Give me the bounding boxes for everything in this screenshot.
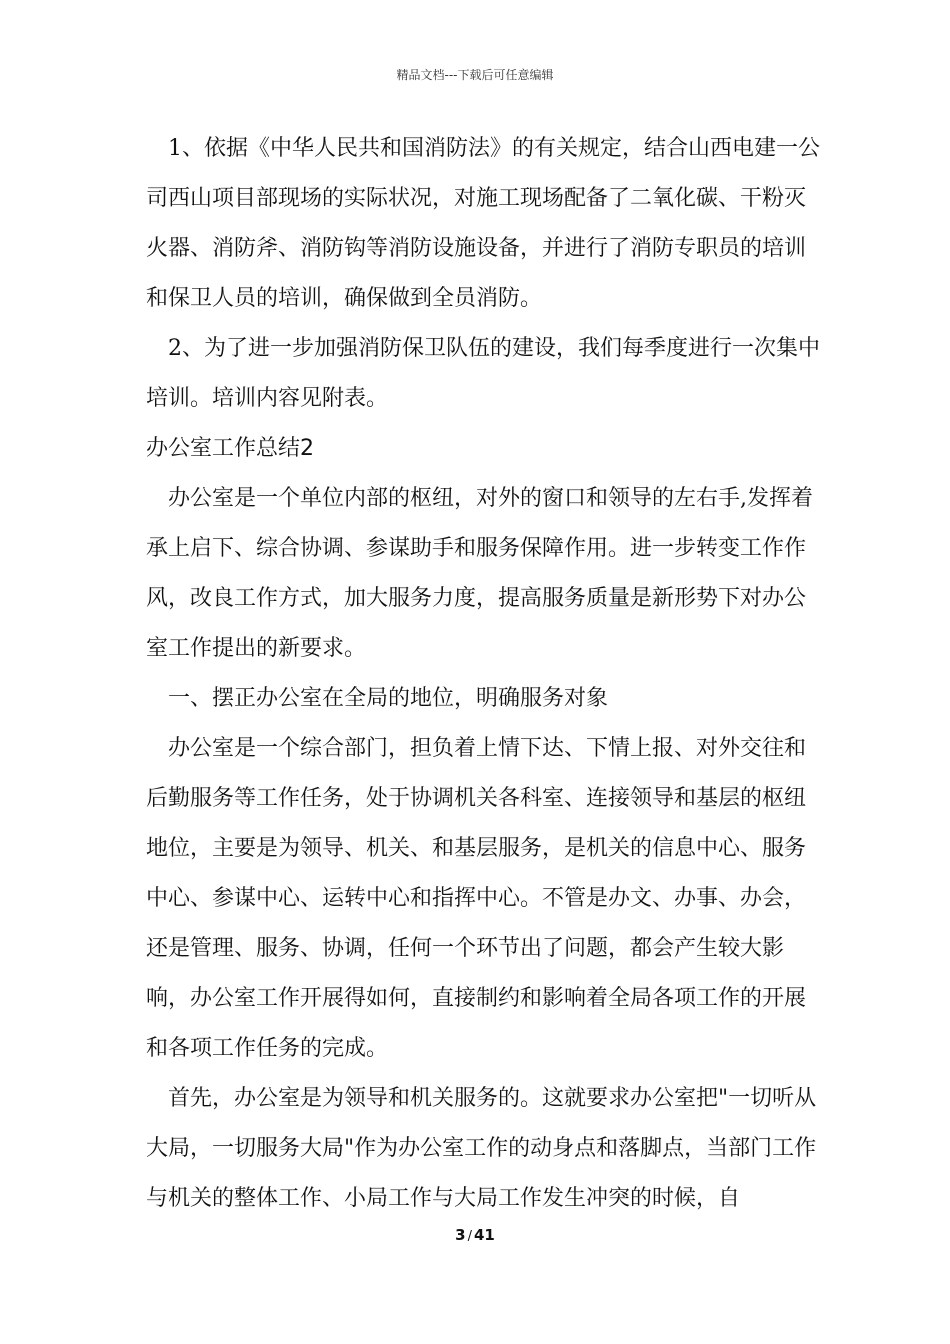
page-number bbox=[0, 1226, 950, 1244]
paragraph-office-intro: 办公室是一个单位内部的枢纽，对外的窗口和领导的左右手,发挥着承上启下、综合协调、参谋助手和服务保障作用。进一步转变工作作风，改良工作方式，加大服务力度，提高服务质量是新形势下对办公室工作提出的新要求。 bbox=[146, 486, 813, 661]
paragraph-fire-regulations: 1、依据《中华人民共和国消防法》的有关规定，结合山西电建一公司西山项目部现场的实际状况，对施工现场配备了二氧化碳、干粉灭火器、消防斧、消防钩等消防设施设备，并进行了消防专职员的培训和保卫人员的培训，确保做到全员消防。 bbox=[146, 136, 820, 311]
paragraph-training: 2、为了进一步加强消防保卫队伍的建设，我们每季度进行一次集中培训。培训内容见附表。 bbox=[146, 336, 820, 411]
page-separator: / bbox=[467, 1229, 472, 1244]
paragraph-service-first: 首先，办公室是为领导和机关服务的。这就要求办公室把"一切听从大局，一切服务大局"作为办公室工作的动身点和落脚点，当部门工作与机关的整体工作、小局工作与大局工作发生冲突的时候，自 bbox=[146, 1086, 817, 1211]
document-body bbox=[146, 124, 826, 1224]
current-page: 3 bbox=[455, 1226, 466, 1244]
page-header: 精品文档---下载后可任意编辑 bbox=[396, 68, 554, 82]
subsection-heading: 一、摆正办公室在全局的地位，明确服务对象 bbox=[168, 686, 609, 711]
total-pages: 41 bbox=[473, 1226, 495, 1244]
paragraph-office-role: 办公室是一个综合部门，担负着上情下达、下情上报、对外交往和后勤服务等工作任务，处于协调机关各科室、连接领导和基层的枢纽地位，主要是为领导、机关、和基层服务，是机关的信息中心、服务中心、参谋中心、运转中心和指挥中心。不管是办文、办事、办会，还是管理、服务、协调，任何一个环节出了问题，都会产生较大影响，办公室工作开展得如何，直接制约和影响着全局各项工作的开展和各项工作任务的完成。 bbox=[146, 736, 807, 1061]
section-title: 办公室工作总结2 bbox=[146, 436, 314, 461]
